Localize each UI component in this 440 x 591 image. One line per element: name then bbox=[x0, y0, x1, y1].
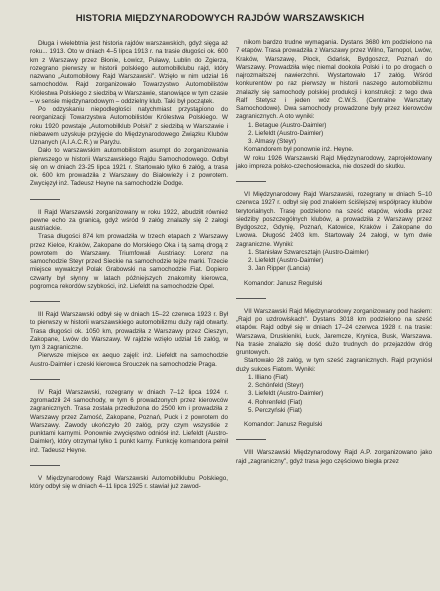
paragraph-commander-1928: Komandor: Janusz Regulski bbox=[244, 421, 323, 428]
list-item: 5. Perczyński (Fiat) bbox=[248, 406, 302, 414]
page-title: HISTORIA MIĘDZYNARODOWYCH RAJDÓW WARSZAWSKICH bbox=[75, 13, 365, 24]
right-column bbox=[236, 39, 432, 466]
results-list-1928 bbox=[236, 374, 432, 415]
paragraph-third-rally: III Rajd Warszawski odbył się w dniach 15–22 czerwca 1923 r. Był to pierwszy w historii warszawskiego automobilizmu duży rajd otwarty. Trasa długości ok. 1050 km, prowadziła z Warszawy przez Cieszyn, Zakopane, Lwów do Warszawy. W rajdzie wzięło udział 16 załóg, w tym 3 zagraniczne. bbox=[30, 311, 228, 351]
list-item: 2. Liefeldt (Austro-Daimler) bbox=[248, 257, 324, 264]
paragraph-commander-heyne: Komandorem był ponownie inż. Heyne. bbox=[244, 146, 354, 154]
paragraph-reorganization: Po odzyskaniu niepodległości natychmiast przystąpiono do reorganizacji Towarzystwa Automobilistów Królestwa Polskiego. W roku 1920 powstaje „Automobilklub Polski" z siedzibą w Warszawie i niebawem uzyskuje przyjęcie do Międzynarodowego Związku Klubów Uznanych (A.I.A.C.R.) w Paryżu. bbox=[30, 106, 228, 146]
list-item: 1. Stanisław Szwarcsztajn (Austro-Daimler) bbox=[248, 248, 369, 256]
section-divider bbox=[30, 465, 60, 466]
paragraph-third-rally-results: Pierwsze miejsce ex aequo zajęli: inż. Liefeldt na samochodzie Austro-Daimler i czeski kierowca Srouczek na samochodzie Praga. bbox=[30, 352, 228, 368]
list-item: 1. Illiano (Fiat) bbox=[248, 373, 288, 381]
paragraph-commander-1927: Komandor: Janusz Regulski bbox=[244, 279, 323, 287]
paragraph-first-rally: Dało to warszawskim automobilistom asumpt do zorganizowania pierwszego w historii Warszawskiego Rajdu Samochodowego. Odbył się on w dniach 23-25 lipca 1921 r. Startowało tylko 6 załóg, a trasa ok. 600 km prowadziła z Warszawy do Białowieży i z powrotem. Zwycięzył inż. Tadeusz Heyne na samochodzie Dodge. bbox=[30, 147, 228, 188]
list-item: 3. Almasy (Steyr) bbox=[248, 138, 296, 145]
paragraph-second-rally-route: Trasa długości 874 km prowadziła w trzech etapach z Warszawy przez Kielce, Kraków, Zakopane do Morskiego Oka i tą samą drogą z powrotem do Warszawy. Triumfowali Austriacy: Lorenz na samochodzie Steyr przed Sieckie na samochodzie tejże marki. Trzecie miejsce wywalczył Polak Grabowski na samochodzie Fiat. Dopiero czwarty był słynny w latach późniejszych znakomity kierowca, pogromca rekordów szybkości, inż. Liefeldt na samochodzie Opel. bbox=[30, 233, 228, 290]
paragraph-sixth-rally: VI Międzynarodowy Rajd Warszawski, rozegrany w dniach 5–10 czerwca 1927 r. odbył się pod znakiem ściślejszej współpracy klubów terytorialnych. Trasę podzielono na sześć etapów, wiodła przez siedziby poszczególnych klubów, a prowadziła z Warszawy przez Bydgoszcz, Gdynię, Poznań, Katowice, Kraków i Zakopane do Lwowa. Długość 2403 km. Startowały 24 załogi, w tym dwie zagraniczne. Wyniki: bbox=[236, 191, 432, 248]
list-item: 4. Rohrenfeld (Fiat) bbox=[248, 398, 303, 406]
paragraph-second-rally: II Rajd Warszawski zorganizowany w roku 1922, abudziłt również pewne echo za granicą, gdyż wśród 9 załóg znalazły się 2 załogi austriackie. bbox=[30, 208, 228, 232]
paragraph-seventh-rally-results: Startowało 28 załóg, w tym sześć zagranicznych. Rajd przyniósł duży sukces Fiatom. Wyniki: bbox=[236, 357, 432, 373]
list-item: 3. Jan Ripper (Lancia) bbox=[248, 265, 310, 273]
paragraph-intro: Długa i wielebtnia jest historia rajdów warszawskich, gdyż sięga aż roku... 1913. Oto w dniach 4–5 lipca 1913 r. na trasie długości ok. 600 km z Warszawy przez Błonie, Łowicz, Puławy, Lublin do Zgierza, rozegrano pierwszy w historii polskiego automobilklubu rajd, który nazwano „Automobilowy Rajd Warszawski". Wzięło w nim udział 16 samochodów. Rajd zorganizowało Towarzystwo Automobilistów Królestwa Polskiego z siedzibą w Warszawie, stanowiące w tym czasie – w sensie międzynarodowym – oddzielny klub. Taki był początek. bbox=[30, 40, 228, 105]
section-divider bbox=[30, 199, 60, 200]
paragraph-fifth-rally: V Międzynarodowy Rajd Warszawski Automobilklubu Polskiego, który odbył się w dniach 4–11 lipca 1925 r. stawiał już zawod- bbox=[30, 474, 228, 490]
section-divider bbox=[236, 439, 266, 440]
list-item: 3. Liefeldt (Austro-Daimler) bbox=[248, 390, 324, 398]
results-list-1927 bbox=[236, 249, 432, 274]
results-list-1925 bbox=[236, 122, 432, 147]
section-divider bbox=[30, 301, 60, 302]
paragraph-seventh-rally: VII Warszawski Rajd Międzynarodowy zorganizowany pod hasłem: „Rajd po uzdrowiskach". Dystans 3018 km podzielono na sześć etapów. Rajd odbył się w dniach 17–24 czerwca 1928 r. na trasie: Warszawa, Druskieniki, Łuck, Jaremcze, Krynica, Busk, Warszawa. Na trasie znalazło się dość dużo trudnych do przejazdów dróg gruntowych. bbox=[236, 307, 432, 356]
list-item: 1. Betague (Austro-Daimler) bbox=[248, 121, 327, 129]
paragraph-fifth-rally-cont: nikom bardzo trudne wymagania. Dystans 3680 km podzielono na 7 etapów. Trasa prowadziła z Warszawy przez Wilno, Tarnopol, Lwów, Kraków, Warszawę, Płock, Gdańsk, Bydgoszcz, Poznań do Warszawy. Prowadziła więc niemal dookoła Polski i to po drogach o najrozmaitszej nawierzchni. Wystartowało 17 załóg. Wśród konkurentów po raz pierwszy w historii naszego automobilizmu znalazły się samochody polskiej produkcji i konstrukcji: z tego dwa Ralf Stetysz i jeden wóz C.W.S. (Centralne Warsztaty Samochodowe). Dwa samochody prowadzone były przez kierowców zagranicznych. A oto wyniki: bbox=[236, 39, 432, 121]
left-column bbox=[30, 40, 228, 491]
paragraph-1926: W roku 1926 Warszawski Rajd Międzynarodowy, zaprojektowany jako impreza polsko-czechosłowacka, nie doszedł do skutku. bbox=[236, 154, 432, 170]
list-item: 2. Liefeldt (Austro-Daimler) bbox=[248, 129, 324, 137]
section-divider bbox=[30, 379, 60, 380]
paragraph-fourth-rally: IV Rajd Warszawski, rozegrany w dniach 7–12 lipca 1924 r. zgromadził 24 samochody, w tym 6 prowadzonych przez kierowców zagranicznych. Trasa została przedłużona do 2500 km i prowadziła z Warszawy przez Zamość, Zakopane, Poznań, Puck i z powrotem do Warszawy. Zawody ukończyło 20 załóg, przy czym wszystkie z punktami karnymi. Ponownie zwycięstwo odniósł inż. Liefeldt (Austro-Daimler), który otrzymał tylko 1 punkt karny. Funkcję komandora pełnił inż. Tadeusz Heyne. bbox=[30, 388, 228, 454]
section-divider bbox=[236, 298, 266, 299]
paragraph-eighth-rally: VIII Warszawski Międzynarodowy Rajd A.P. zorganizowano jako rajd „zagraniczny", gdyż trasa jego częściowo biegła przez bbox=[236, 449, 432, 465]
list-item: 2. Schönfeld (Steyr) bbox=[248, 382, 304, 389]
section-divider bbox=[236, 181, 266, 182]
